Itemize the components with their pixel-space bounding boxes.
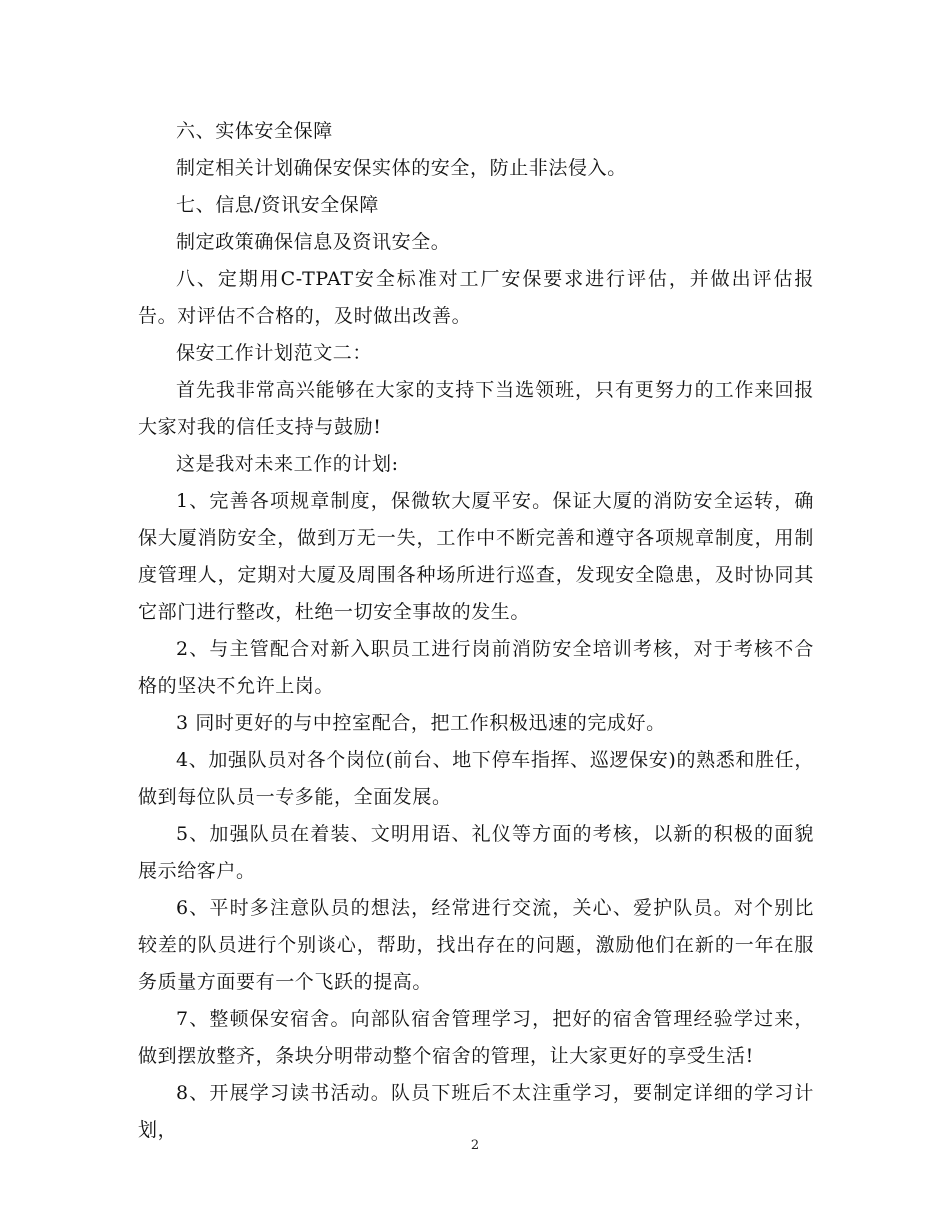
paragraph-item-7: 7、整顿保安宿舍。向部队宿舍管理学习，把好的宿舍管理经验学过来，做到摆放整齐，条块分明带动整个宿舍的管理，让大家更好的享受生活!	[138, 1008, 814, 1067]
paragraph-section-7-heading: 七、信息/资讯安全保障	[176, 194, 380, 216]
paragraph-item-4: 4、加强队员对各个岗位(前台、地下停车指挥、巡逻保安)的熟悉和胜任，做到每位队员一专多能，全面发展。	[138, 749, 814, 808]
paragraph-section-6-heading: 六、实体安全保障	[176, 120, 333, 142]
paragraph-section-8: 八、定期用C-TPAT安全标准对工厂安保要求进行评估，并做出评估报告。对评估不合格的，及时做出改善。	[138, 268, 814, 327]
paragraph-item-3: 3 同时更好的与中控室配合，把工作积极迅速的完成好。	[176, 712, 666, 734]
page-number: 2	[470, 1138, 480, 1153]
paragraph-item-5: 5、加强队员在着装、文明用语、礼仪等方面的考核，以新的积极的面貌展示给客户。	[138, 823, 814, 882]
paragraph-item-6: 6、平时多注意队员的想法，经常进行交流，关心、爱护队员。对个别比较差的队员进行个别谈心，帮助，找出存在的问题，激励他们在新的一年在服务质量方面要有一个飞跃的提高。	[138, 897, 814, 993]
paragraph-intro: 首先我非常高兴能够在大家的支持下当选领班，只有更努力的工作来回报大家对我的信任支持与鼓励!	[138, 379, 814, 438]
paragraph-sample-two-heading: 保安工作计划范文二：	[176, 342, 373, 364]
paragraph-item-8: 8、开展学习读书活动。队员下班后不太注重学习，要制定详细的学习计划，	[138, 1082, 814, 1141]
paragraph-plan-lead: 这是我对未来工作的计划:	[176, 453, 399, 475]
document-body	[138, 113, 814, 1149]
paragraph-item-1: 1、完善各项规章制度，保微软大厦平安。保证大厦的消防安全运转，确保大厦消防安全，做到万无一失，工作中不断完善和遵守各项规章制度，用制度管理人，定期对大厦及周围各种场所进行巡查，发现安全隐患，及时协同其它部门进行整改，杜绝一切安全事故的发生。	[138, 490, 814, 623]
paragraph-section-7-body: 制定政策确保信息及资讯安全。	[176, 231, 451, 253]
paragraph-section-6-body: 制定相关计划确保安保实体的安全，防止非法侵入。	[176, 157, 627, 179]
paragraph-item-2: 2、与主管配合对新入职员工进行岗前消防安全培训考核，对于考核不合格的坚决不允许上岗。	[138, 638, 814, 697]
